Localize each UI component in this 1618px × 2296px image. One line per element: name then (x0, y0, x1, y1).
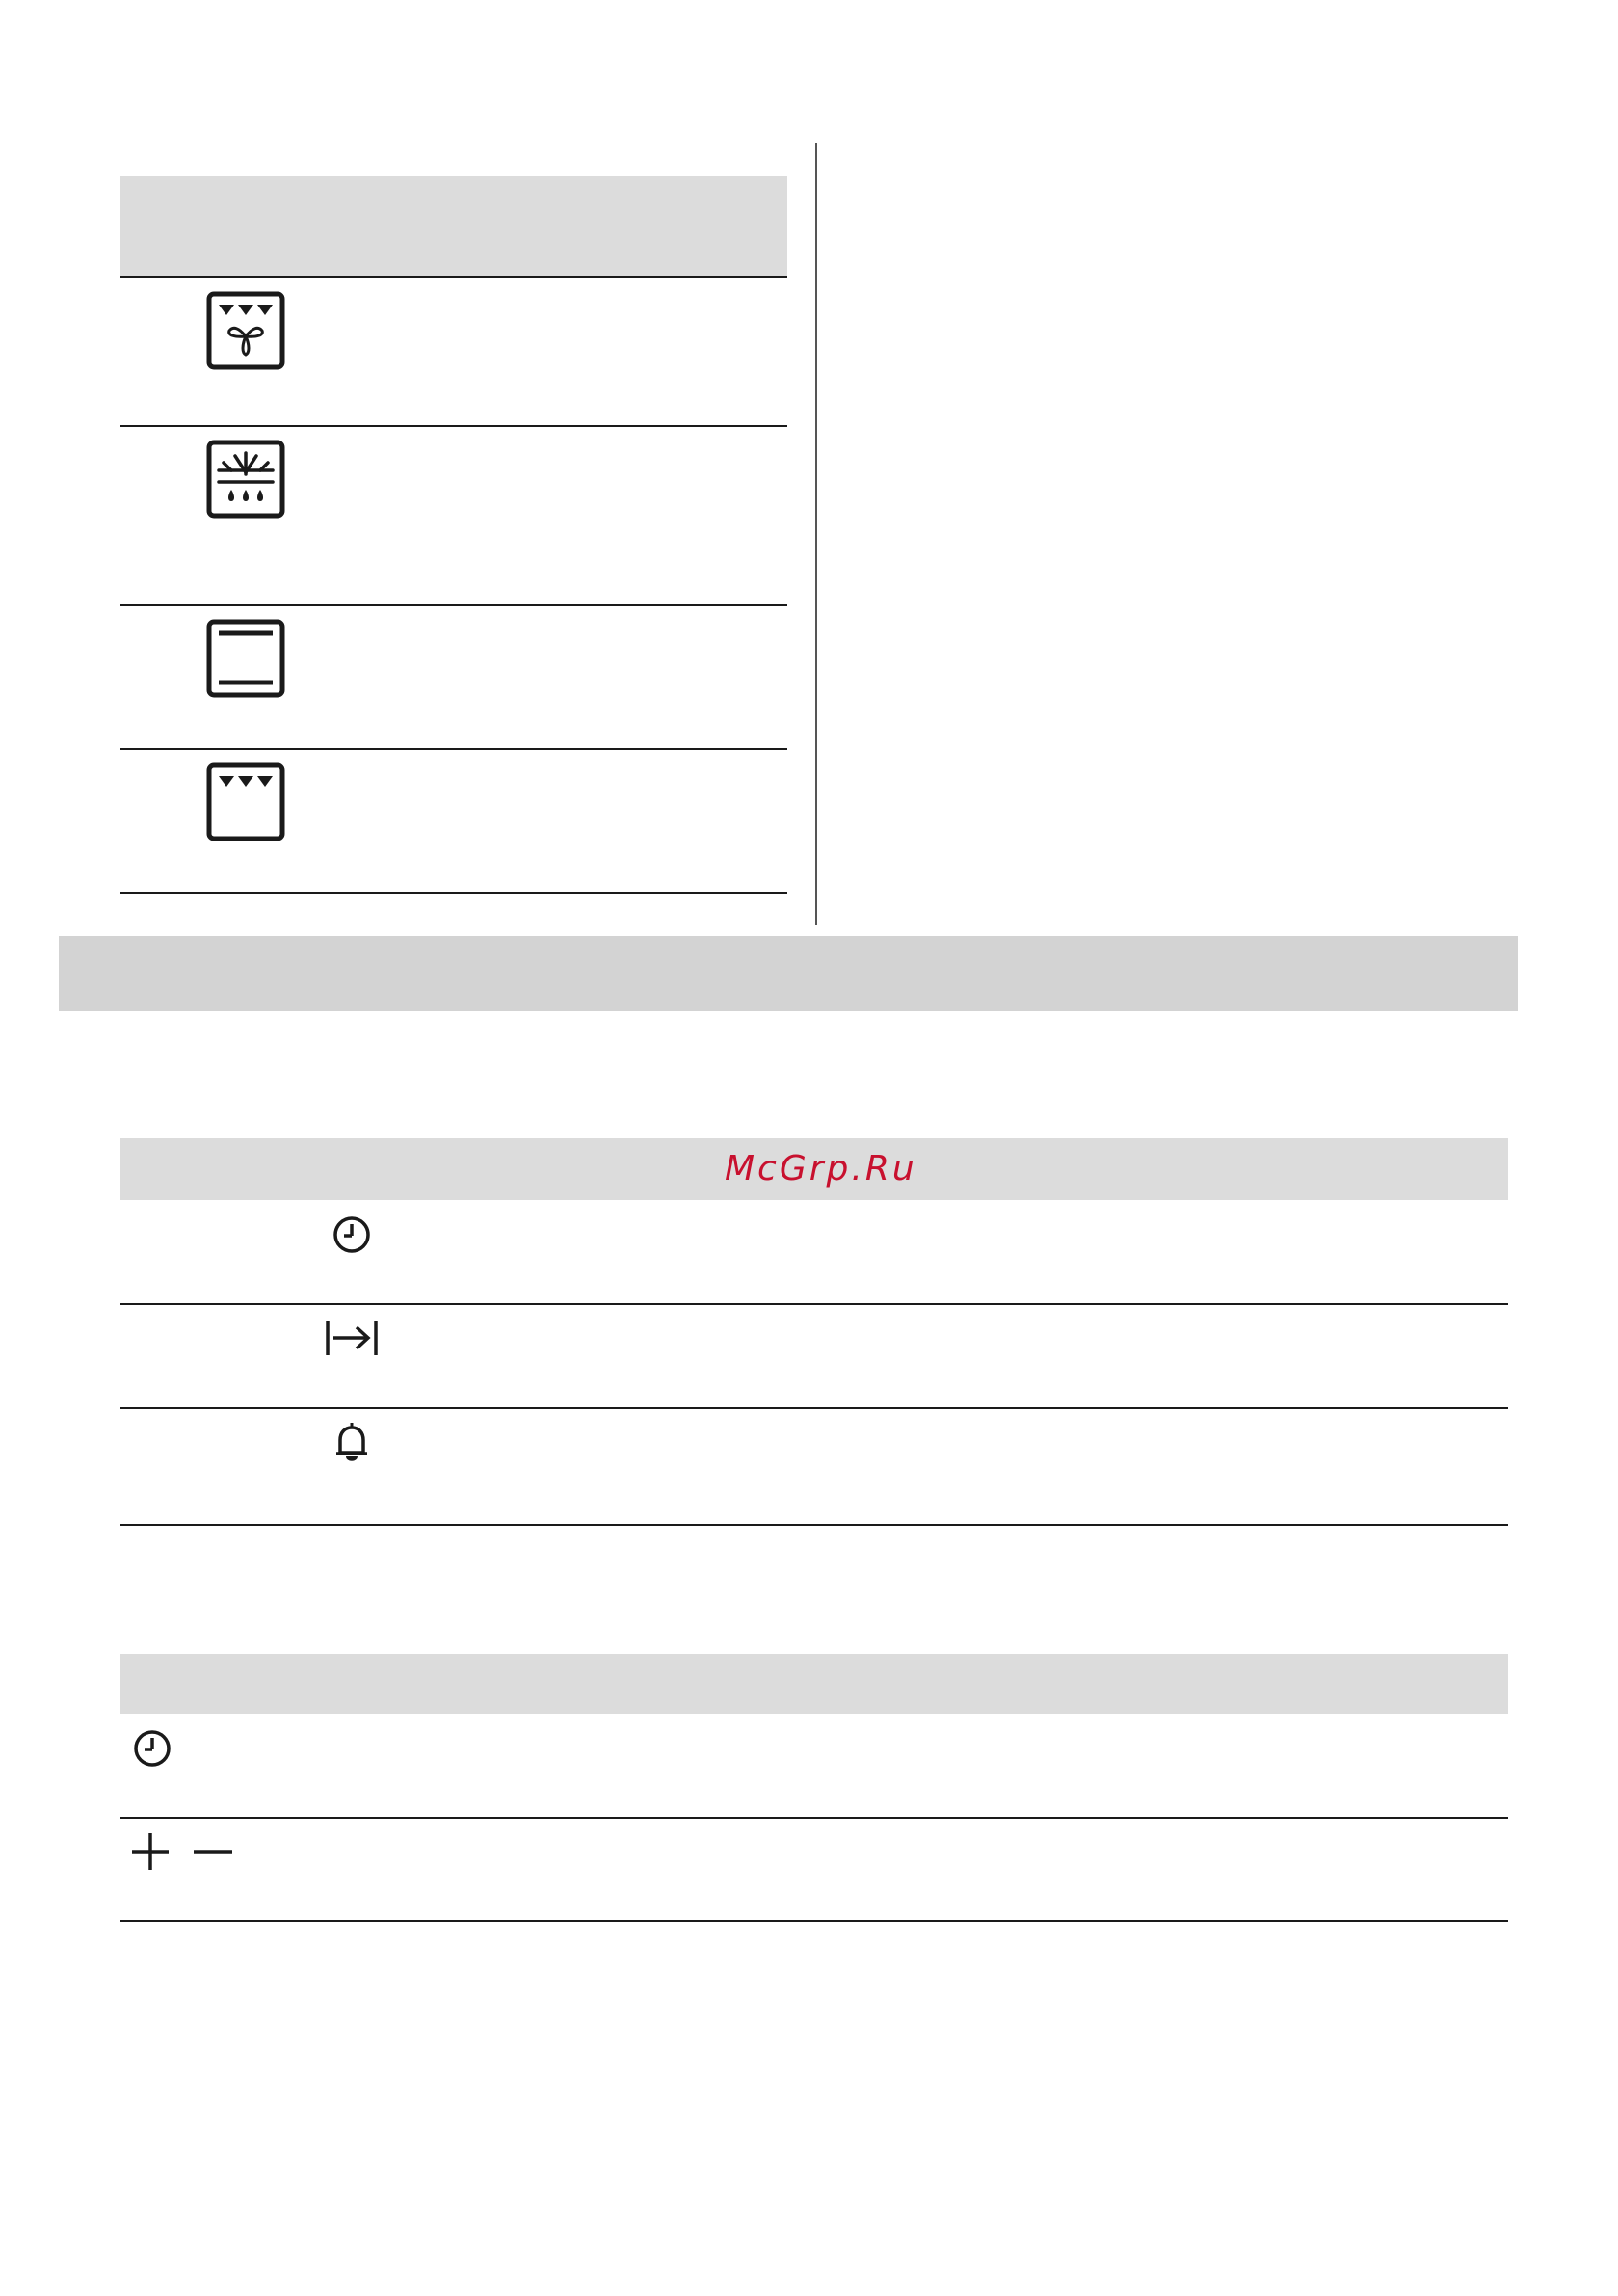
watermark: McGrp.Ru (725, 1149, 917, 1188)
button-table-header (120, 1654, 1508, 1714)
function-table-rule (120, 276, 787, 278)
top-heat-fan-icon (206, 291, 285, 370)
clock-icon (132, 1728, 172, 1769)
function-table-header (120, 176, 787, 277)
top-bottom-heat-icon (206, 619, 285, 698)
function-table-rule (120, 892, 787, 894)
button-table-rule (120, 1920, 1508, 1922)
minus-icon (191, 1830, 235, 1873)
clock-icon (332, 1215, 372, 1255)
function-table-rule (120, 604, 787, 606)
top-heat-icon (206, 762, 285, 841)
function-table-rule (120, 425, 787, 427)
button-table-rule (120, 1817, 1508, 1819)
function-table-rule (120, 748, 787, 750)
clock-table-rule (120, 1524, 1508, 1526)
column-divider (815, 143, 817, 925)
duration-end-icon (324, 1319, 380, 1357)
clock-table-rule (120, 1303, 1508, 1305)
bell-icon (333, 1421, 370, 1463)
defrost-icon (206, 440, 285, 519)
clock-table-rule (120, 1407, 1508, 1409)
section-heading-band (59, 936, 1518, 1011)
plus-icon (129, 1830, 172, 1873)
